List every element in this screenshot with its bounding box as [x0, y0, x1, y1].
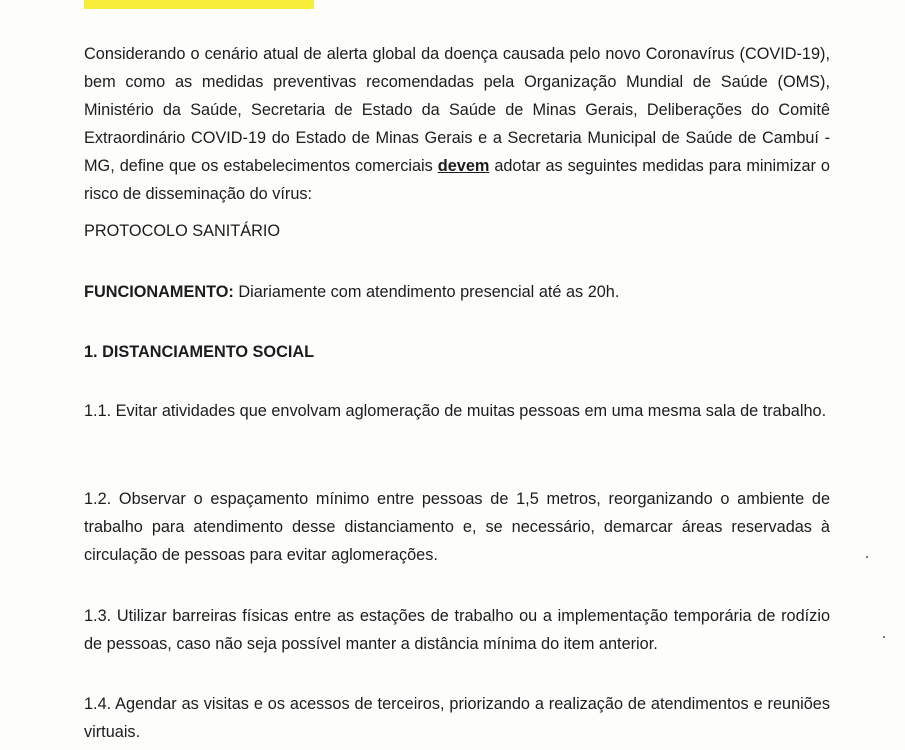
list-item: 1.4. Agendar as visitas e os acessos de terceiros, priorizando a realização de atendimentos e reuniões virtuais.	[84, 695, 830, 741]
scan-speck	[883, 636, 885, 638]
operation-text: Diariamente com atendimento presencial até as 20h.	[233, 283, 620, 301]
list-item: 1.2. Observar o espaçamento mínimo entre pessoas de 1,5 metros, reorganizando o ambiente de trabalho para atendimento desse distanciamento e, se necessário, demarcar áreas reservadas à circulação de pessoas para evitar aglomerações.	[84, 490, 830, 564]
intro-text-end: adotar as seguintes medidas para minimizar o risco de disseminação do vírus:	[84, 157, 830, 203]
scan-speck	[866, 556, 868, 558]
intro-emphasis: devem	[437, 157, 490, 175]
section-heading: 1. DISTANCIAMENTO SOCIAL	[84, 343, 315, 361]
list-item: 1.1. Evitar atividades que envolvam aglomeração de muitas pessoas em uma mesma sala de trabalho.	[84, 402, 827, 420]
intro-paragraph	[84, 40, 830, 208]
list-item: 1.3. Utilizar barreiras físicas entre as estações de trabalho ou a implementação temporária de rodízio de pessoas, caso não seja possível manter a distância mínima do item anterior.	[84, 607, 830, 653]
intro-text-start: Considerando o cenário atual de alerta global da doença causada pelo novo Coronavírus (COVID-19), bem como as medidas preventivas recomendadas pela Organização Mundial de Saúde (OMS), Ministério da Saúde, Secretaria de Estado da Saúde de Minas Gerais, Deliberações do Comitê Extraordinário COVID-19 do Estado de Minas Gerais e a Secretaria Municipal de Saúde de Cambuí - MG, define que os estabelecimentos comerciais	[84, 45, 830, 175]
highlighted-heading-fragment	[84, 0, 314, 9]
operation-paragraph	[84, 278, 830, 306]
operation-label: FUNCIONAMENTO:	[84, 283, 234, 301]
protocol-title: PROTOCOLO SANITÁRIO	[84, 222, 281, 240]
